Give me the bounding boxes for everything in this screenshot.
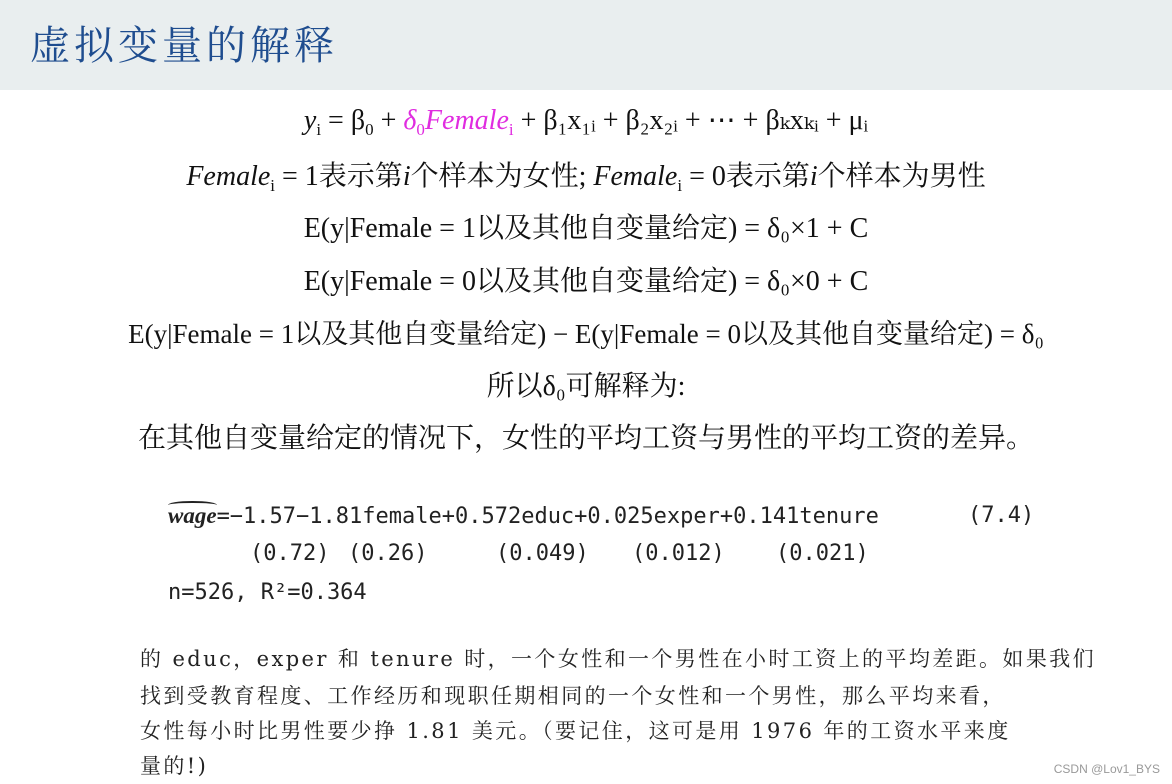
dummy-definition: Female$_i$ = 1表示第i个样本为女性; Female$_i$ = 0表示第i个样本为男性 <box>186 161 986 195</box>
slide-title: 虚拟变量的解释 <box>30 23 338 69</box>
paragraph-line-2: 找到受教育程度、工作经历和现职任期相同的一个女性和一个男性，那么平均来看， <box>140 684 1006 708</box>
se-tenure: (0.021) <box>776 541 869 566</box>
regression-rhs: =−1.57−1.81female+0.572educ+0.025exper+0.141tenure <box>216 504 879 529</box>
expectation-difference: E(y|Female = 1以及其他自变量给定) − E(y|Female = 0以及其他自变量给定) = δ₀ <box>128 319 1044 349</box>
equation-number: (7.4) <box>968 503 1035 528</box>
model-rest: + β₁x₁ᵢ + β₂x₂ᵢ + ⋯ + βₖxₖᵢ + μᵢ <box>513 105 869 136</box>
paragraph-line-3: 女性每小时比男性要少挣 1.81 美元。（要记住，这可是用 1976 年的工资水平来度 <box>140 719 1011 743</box>
model-equation: $y_i = \beta_0$ + $\delta_0Female_i$ + β₁x₁ᵢ + β₂x₂ᵢ + ⋯ + βₖxₖᵢ + μᵢ <box>303 105 869 139</box>
interpretation-line: 在其他自变量给定的情况下，女性的平均工资与男性的平均工资的差异。 <box>137 423 1034 454</box>
watermark: CSDN @Lov1_BYS <box>1053 762 1160 776</box>
expectation-female-1: E(y|Female = 1以及其他自变量给定) = δ₀×1 + C <box>303 213 869 244</box>
delta-female-term: $\delta_0Female_i$ <box>403 105 514 139</box>
se-educ: (0.049) <box>496 541 589 566</box>
regression-stats: n=526, R²=0.364 <box>168 580 367 605</box>
se-exper: (0.012) <box>632 541 725 566</box>
regression-equation <box>168 503 879 529</box>
paragraph-line-4: 量的!) <box>140 754 209 778</box>
se-intercept: (0.72) <box>250 541 330 566</box>
paragraph-line-1: 的 educ，exper 和 tenure 时，一个女性和一个男性在小时工资上的平均差距。如果我们 <box>140 647 1097 671</box>
slide-header <box>0 0 1172 90</box>
y-var: y <box>303 105 317 136</box>
therefore-line: 所以δ₀可解释为: <box>486 371 686 402</box>
wage-hat: wage <box>168 503 217 528</box>
se-female: (0.26) <box>348 541 428 566</box>
expectation-female-0: E(y|Female = 0以及其他自变量给定) = δ₀×0 + C <box>303 266 869 297</box>
